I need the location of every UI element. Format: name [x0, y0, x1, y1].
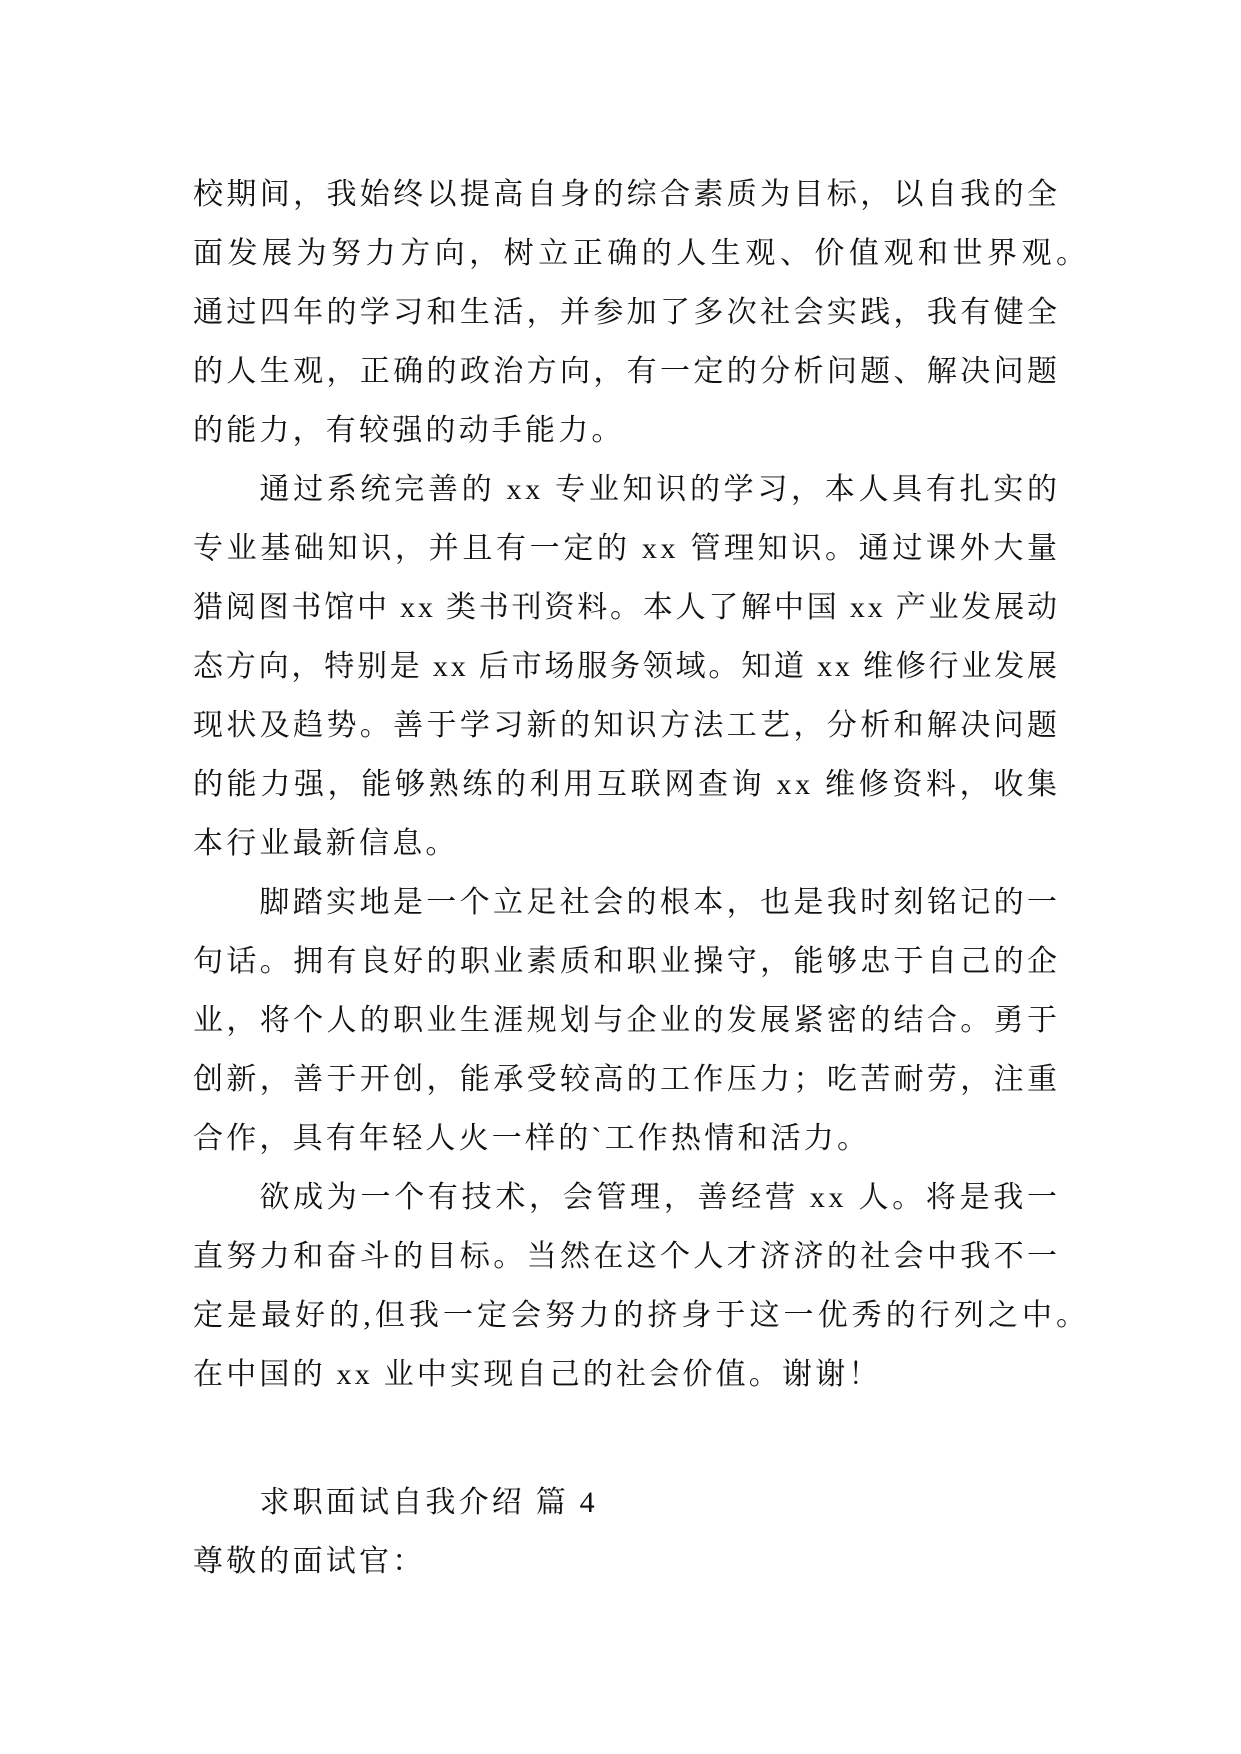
text-line: 定是最好的,但我一定会努力的挤身于这一优秀的行列之中。: [193, 1299, 1091, 1332]
text-line: 通过四年的学习和生活，并参加了多次社会实践，我有健全: [193, 296, 1061, 329]
text-line: 欲成为一个有技术，会管理，善经营 xx 人。将是我一: [259, 1181, 1061, 1214]
text-line: 校期间，我始终以提高自身的综合素质为目标，以自我的全: [193, 178, 1061, 211]
body-paragraph: [193, 460, 1061, 873]
text-line: 本行业最新信息。: [193, 827, 459, 860]
text-line: 直努力和奋斗的目标。当然在这个人才济济的社会中我不一: [193, 1240, 1061, 1273]
document-body: [193, 165, 1091, 1591]
text-line: 面发展为努力方向，树立正确的人生观、价值观和世界观。: [193, 237, 1091, 270]
text-line: 的能力，有较强的动手能力。: [193, 414, 625, 447]
body-paragraph: [193, 873, 1061, 1168]
text-line: 态方向，特别是 xx 后市场服务领域。知道 xx 维修行业发展: [193, 650, 1060, 683]
text-line: 业，将个人的职业生涯规划与企业的发展紧密的结合。勇于: [193, 1004, 1061, 1037]
text-line: 通过系统完善的 xx 专业知识的学习，本人具有扎实的: [259, 473, 1061, 506]
text-line: 合作，具有年轻人火一样的`工作热情和活力。: [193, 1122, 871, 1155]
text-line: 专业基础知识，并且有一定的 xx 管理知识。通过课外大量: [193, 532, 1061, 565]
section-heading: 求职面试自我介绍 篇 4: [259, 1486, 598, 1519]
text-line: 在中国的 xx 业中实现自己的社会价值。谢谢！: [193, 1358, 882, 1391]
text-line: 创新，善于开创，能承受较高的工作压力；吃苦耐劳，注重: [193, 1063, 1061, 1096]
text-line: 猎阅图书馆中 xx 类书刊资料。本人了解中国 xx 产业发展动: [193, 591, 1060, 624]
salutation-line: 尊敬的面试官：: [193, 1545, 426, 1578]
body-paragraph: [193, 165, 1091, 460]
text-line: 现状及趋势。善于学习新的知识方法工艺，分析和解决问题: [193, 709, 1061, 742]
text-line: 句话。拥有良好的职业素质和职业操守，能够忠于自己的企: [193, 945, 1061, 978]
text-line: 脚踏实地是一个立足社会的根本，也是我时刻铭记的一: [259, 886, 1061, 919]
text-line: 的人生观，正确的政治方向，有一定的分析问题、解决问题: [193, 355, 1061, 388]
body-paragraph: [193, 1168, 1091, 1404]
text-line: 的能力强，能够熟练的利用互联网查询 xx 维修资料，收集: [193, 768, 1061, 801]
